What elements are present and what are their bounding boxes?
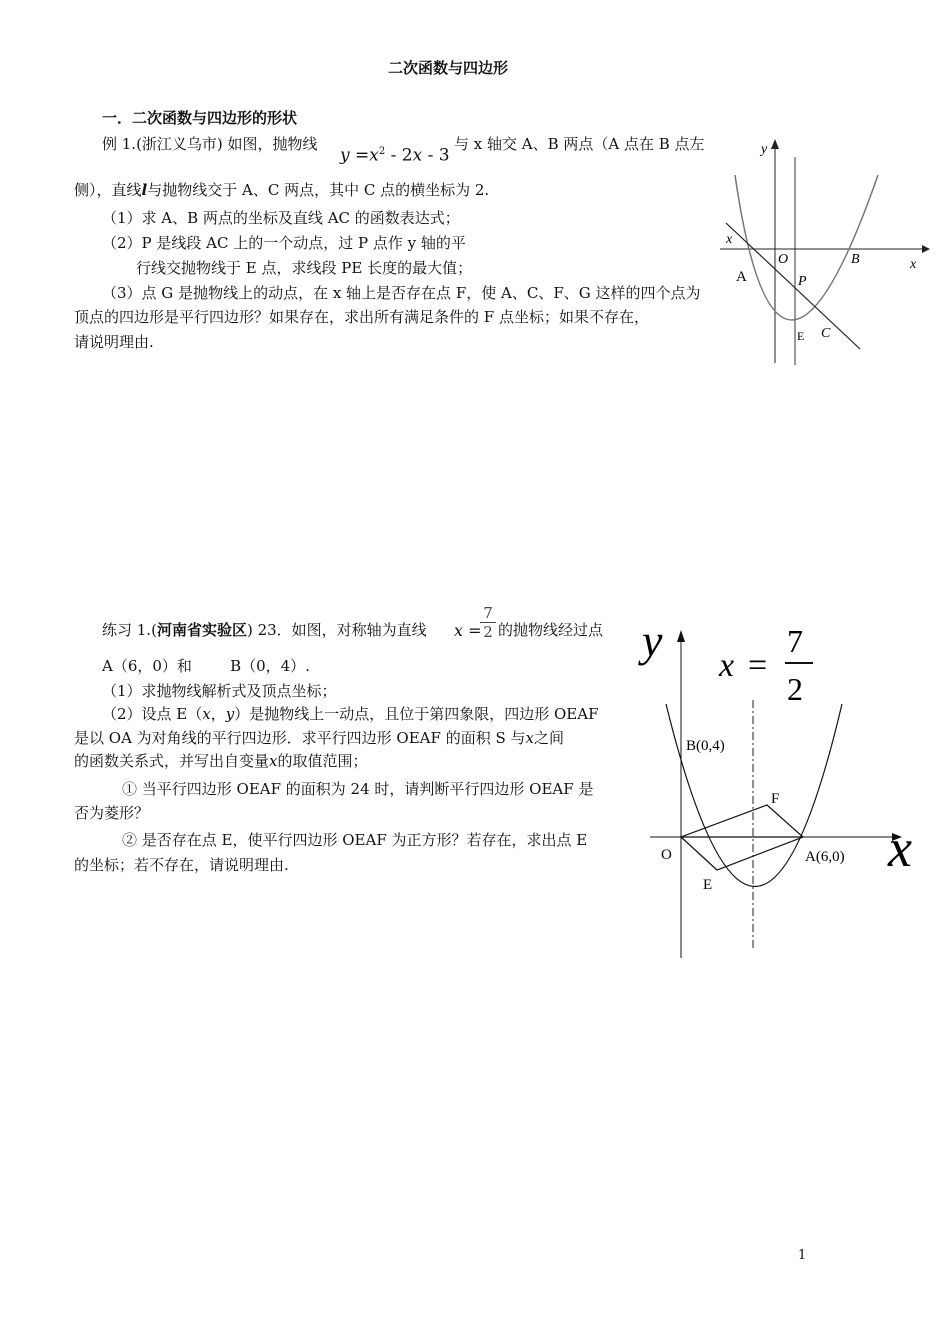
figure1-graph [720,135,930,375]
q2b-post: 之间 [533,729,564,747]
practice1-q2b [74,728,564,748]
practice1-axis-var [454,621,482,640]
fig2-label-y: y [642,615,663,666]
practice1-after: ) 23．如图，对称轴为直线 [246,621,427,639]
fig1-label-e: E [797,329,805,343]
q2c-post: 的取值范围； [277,752,368,770]
practice1-frac-num: 7 [483,604,493,622]
q2a-post: ）是抛物线上一动点，且位于第四象限，四边形 OEAF [234,705,599,723]
practice1-line2: A（6，0）和 B（0，4）. [102,657,310,675]
example1-q3b: 顶点的四边形是平行四边形？如果存在，求出所有满足条件的 F 点坐标；如果不存在， [74,308,649,326]
q2a-comma: ， [210,705,226,723]
practice1-axis-eq: = [463,621,482,640]
formula-y: y [340,145,350,166]
fig2-label-x: x [888,818,912,878]
fig1-label-a: A [736,269,747,285]
line2-l: l [141,181,148,199]
practice1-after2: 的抛物线经过点 [498,621,604,639]
example1-formula [340,140,450,168]
q2a-y: y [225,705,235,723]
q2c-pre: 的函数关系式，并写出自变量 [74,752,270,770]
q2a-pre: （2）设点 E（ [102,705,203,723]
fig2-eq-num: 7 [787,623,803,659]
practice1-q2c [74,751,368,771]
formula-sup: 2 [378,146,386,157]
fig2-label-o: O [661,847,672,863]
formula-x: x [369,145,379,166]
fig2-label-b: B(0,4) [686,738,725,754]
fig1-label-y: y [761,142,768,157]
example1-intro-post: 与 x 轴交 A、B 两点（A 点在 B 点左 [454,135,705,153]
page-title: 二次函数与四边形 [388,59,509,77]
practice1-q1: （1）求抛物线解析式及顶点坐标； [102,682,337,700]
page-number: 1 [798,1248,807,1263]
practice1-sub2b: 的坐标；若不存在，请说明理由. [74,856,289,874]
line2-pre: 侧），直线 [74,181,142,199]
q2b-pre: 是以 OA 为对角线的平行四边形．求平行四边形 OEAF 的面积 S 与 [74,729,526,747]
fig2-eq-var: x [719,647,735,684]
fig1-y-arrow [771,139,779,149]
example1-q2b: 行线交抛物线于 E 点，求线段 PE 长度的最大值； [136,259,473,277]
q2b-x: x [525,729,534,747]
line2-post: 与抛物线交于 A、C 两点，其中 C 点的横坐标为 2. [147,181,490,199]
fig2-eq-den: 2 [787,671,803,707]
fig1-label-b: B [851,252,860,267]
example1-q2a: （2）P 是线段 AC 上的一个动点，过 P 点作 y 轴的平 [102,234,466,252]
fig2-label-f: F [771,791,780,807]
practice1-intro [102,620,427,640]
fig2-eq-sign: = [748,647,768,684]
example1-intro-pre: 例 1.(浙江义乌市) 如图，抛物线 [102,135,318,153]
example1-q1: （1）求 A、B 两点的坐标及直线 AC 的函数表达式； [102,209,460,227]
formula-rest1: - 2 [385,145,413,166]
practice1-fraction [480,604,496,641]
fig1-label-x-left: x [726,232,733,247]
practice1-q2a [102,704,599,724]
practice1-frac-den: 2 [480,622,496,641]
fig2-y-arrow [677,630,685,642]
practice1-region: 河南省实验区 [156,621,247,639]
q2a-x: x [202,705,211,723]
formula-rest2: - 3 [422,145,450,166]
practice1-label: 练习 1.( [102,621,157,639]
practice1-sub1b: 否为菱形？ [74,804,150,822]
fig2-label-e: E [703,877,713,893]
practice1-sub1a: ① 当平行四边形 OEAF 的面积为 24 时，请判断平行四边形 OEAF 是 [122,780,594,798]
figure2-graph [630,600,930,970]
fig1-line-ac [726,223,860,349]
section-heading: 一．二次函数与四边形的形状 [102,109,298,127]
fig2-label-a: A(6,0) [805,849,845,865]
example1-q3c: 请说明理由. [74,333,154,351]
practice1-axis-x: x [454,621,464,640]
formula-x2: x [412,145,423,166]
example1-q3a: （3）点 G 是抛物线上的动点，在 x 轴上是否存在点 F，使 A、C、F、G 这样的四个点为 [102,284,701,302]
fig1-x-arrow [922,245,930,253]
formula-eq: = [349,145,370,166]
fig1-label-x: x [910,257,917,272]
fig1-label-c: C [821,326,831,341]
example1-intro [102,134,318,154]
q2c-x: x [269,752,278,770]
example1-line2 [74,180,489,200]
fig1-label-p: P [798,274,807,289]
practice1-sub2a: ② 是否存在点 E，使平行四边形 OEAF 为正方形？若存在，求出点 E [122,831,588,849]
fig1-label-o: O [778,252,789,267]
